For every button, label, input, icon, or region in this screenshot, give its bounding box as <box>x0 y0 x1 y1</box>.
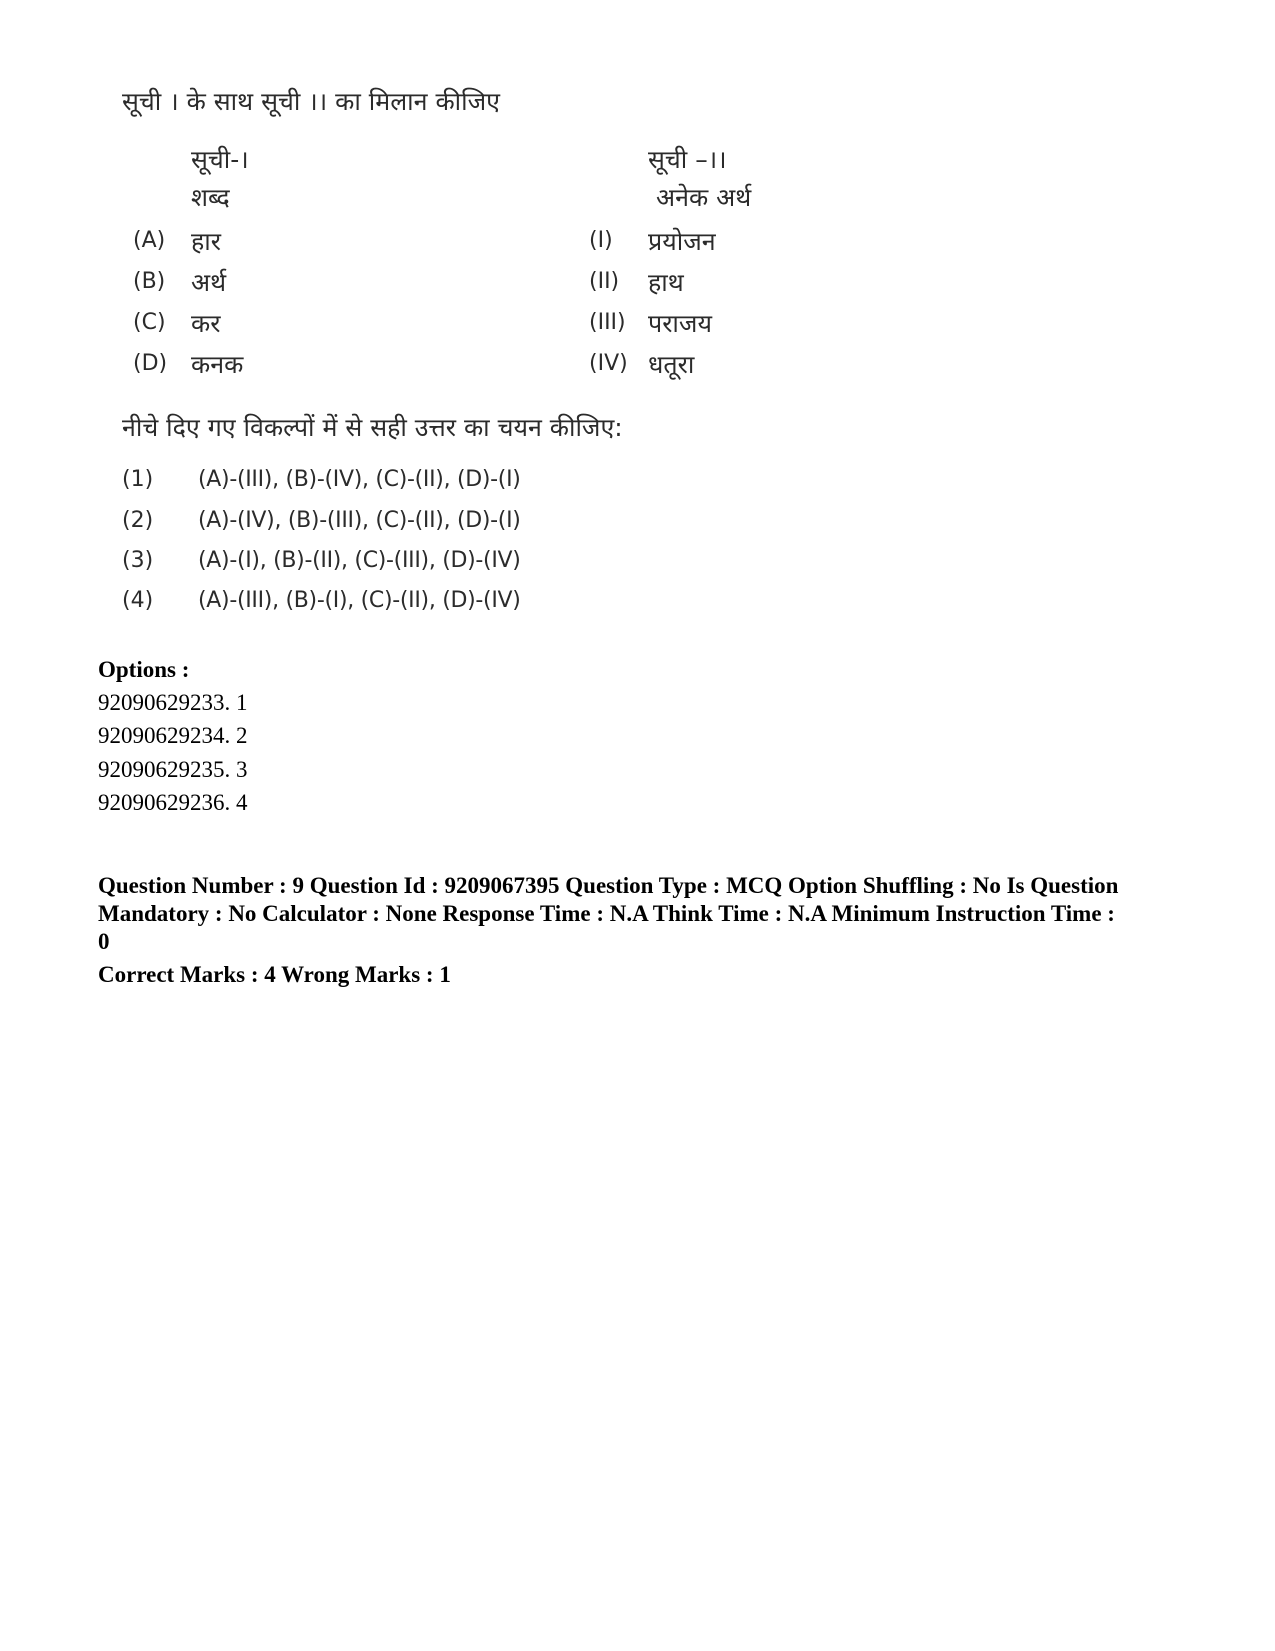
match-row <box>0 263 900 303</box>
list1-subtitle: शब्द <box>191 183 230 212</box>
question-instruction: सूची । के साथ सूची ।। का मिलान कीजिए <box>122 87 500 116</box>
right-word: प्रयोजन <box>648 227 716 256</box>
right-word: हाथ <box>648 268 684 297</box>
left-word: अर्थ <box>191 268 227 297</box>
choice-number: (3) <box>122 548 154 573</box>
answer-choice <box>0 506 900 542</box>
choice-text: (A)-(III), (B)-(IV), (C)-(II), (D)-(I) <box>198 467 521 492</box>
choose-instruction: नीचे दिए गए विकल्पों में से सही उत्तर का चयन कीजिए: <box>122 413 623 442</box>
right-word: पराजय <box>648 309 712 338</box>
match-row <box>0 222 900 262</box>
answer-choice <box>0 546 900 582</box>
option-item: 92090629235. 3 <box>98 757 248 782</box>
list1-title: सूची-। <box>191 145 249 174</box>
left-label: (D) <box>133 351 168 376</box>
left-word: कनक <box>191 350 244 379</box>
right-label: (IV) <box>589 351 628 376</box>
left-label: (A) <box>133 228 166 253</box>
left-label: (C) <box>133 310 166 335</box>
answer-choice <box>0 586 900 622</box>
list2-title: सूची –।। <box>648 145 727 174</box>
match-row <box>0 345 900 385</box>
right-label: (III) <box>589 310 626 335</box>
choice-number: (4) <box>122 588 154 613</box>
choice-number: (2) <box>122 508 154 533</box>
right-label: (II) <box>589 269 620 294</box>
options-heading: Options : <box>98 657 190 682</box>
choice-text: (A)-(III), (B)-(I), (C)-(II), (D)-(IV) <box>198 588 521 613</box>
left-word: कर <box>191 309 221 338</box>
list2-subtitle: अनेक अर्थ <box>656 183 752 212</box>
choice-text: (A)-(I), (B)-(II), (C)-(III), (D)-(IV) <box>198 548 521 573</box>
option-item: 92090629234. 2 <box>98 723 248 748</box>
question-marks: Correct Marks : 4 Wrong Marks : 1 <box>98 962 451 987</box>
question-meta: Question Number : 9 Question Id : 9209067395 Question Type : MCQ Option Shuffling : No Is Question Mandatory : No Calculator : None Response Time : N.A Think Time : N.A Minimum Instruction Time : 0 <box>98 873 1119 954</box>
match-row <box>0 304 900 344</box>
right-word: धतूरा <box>648 350 695 379</box>
option-item: 92090629236. 4 <box>98 790 248 815</box>
left-label: (B) <box>133 269 166 294</box>
right-label: (I) <box>589 228 613 253</box>
option-item: 92090629233. 1 <box>98 690 248 715</box>
answer-choice <box>0 465 900 501</box>
left-word: हार <box>191 227 221 256</box>
choice-number: (1) <box>122 467 154 492</box>
choice-text: (A)-(IV), (B)-(III), (C)-(II), (D)-(I) <box>198 508 521 533</box>
